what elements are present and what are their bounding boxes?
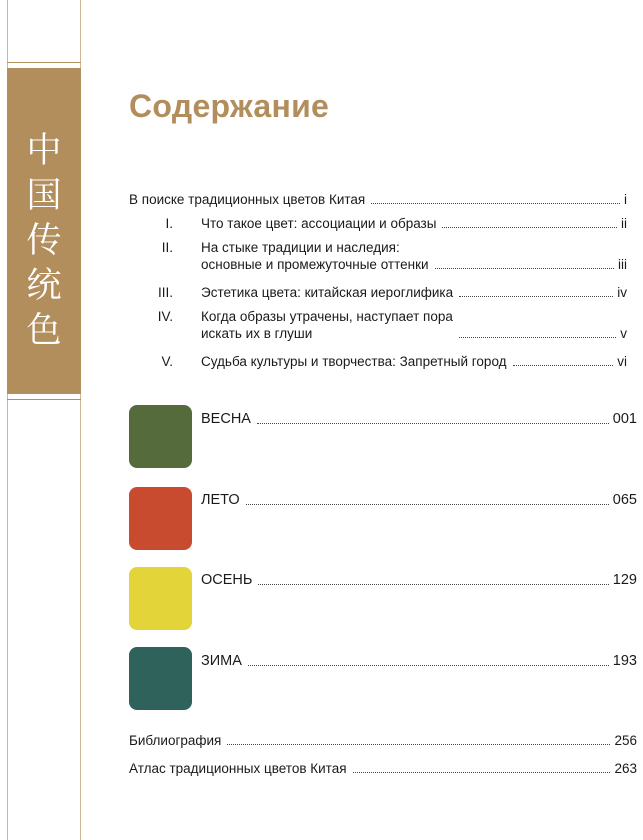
dot-leader <box>258 584 608 585</box>
dot-leader <box>371 203 620 204</box>
toc-page-number: 065 <box>612 492 637 508</box>
toc-page-number: iii <box>618 257 627 272</box>
side-title-chinese <box>7 130 81 352</box>
toc-entry-label: В поиске традиционных цветов Китая <box>129 192 366 207</box>
toc-entry-chapter-1[interactable] <box>165 215 627 232</box>
toc-entry-line: На стыке традиции и наследия: <box>201 240 400 255</box>
side-title-char: 统 <box>26 266 62 306</box>
toc-page-number: iv <box>617 285 627 300</box>
toc-page-number: v <box>620 326 627 341</box>
toc-entry-line: искать их в глуши <box>201 326 313 341</box>
toc-page-number: 001 <box>612 411 637 427</box>
toc-page-number: 256 <box>614 733 637 748</box>
toc-entry-chapter-3[interactable] <box>157 284 627 301</box>
dot-leader <box>248 665 609 666</box>
page-title: Содержание <box>129 88 330 124</box>
side-title-char: 国 <box>26 176 62 216</box>
side-title-char: 传 <box>26 221 62 261</box>
toc-entry-winter[interactable] <box>201 653 637 670</box>
toc-entry-summer[interactable] <box>201 492 637 509</box>
dot-leader <box>353 772 611 773</box>
chapter-number: IV. <box>157 309 173 324</box>
side-title-char: 中 <box>26 131 62 171</box>
chapter-number: III. <box>157 285 173 300</box>
chapter-number: I. <box>165 216 173 231</box>
toc-entry-label: ЛЕТО <box>201 492 240 508</box>
side-title-char: 色 <box>26 311 62 351</box>
toc-entry-label: ВЕСНА <box>201 411 251 427</box>
dot-leader <box>435 268 614 269</box>
dot-leader <box>257 423 609 424</box>
side-title-panel <box>7 68 81 394</box>
chapter-number: II. <box>161 240 173 255</box>
toc-entry-color-atlas[interactable] <box>129 760 637 777</box>
toc-page-number: 129 <box>612 572 637 588</box>
toc-entry-chapter-5[interactable] <box>161 353 627 370</box>
chapter-number: V. <box>161 354 173 369</box>
season-swatch-spring <box>129 405 192 468</box>
dot-leader <box>459 337 616 338</box>
season-swatch-winter <box>129 647 192 710</box>
toc-entry-label: ОСЕНЬ <box>201 572 253 588</box>
toc-entry-intro[interactable] <box>129 191 627 208</box>
dot-leader <box>442 227 617 228</box>
toc-entry-autumn[interactable] <box>201 572 637 589</box>
toc-entry-chapter-4[interactable] <box>157 308 627 342</box>
toc-entry-label <box>201 308 453 342</box>
toc-entry-label <box>201 239 429 273</box>
toc-entry-label: Судьба культуры и творчества: Запретный город <box>201 354 507 369</box>
season-swatch-autumn <box>129 567 192 630</box>
toc-entry-spring[interactable] <box>201 411 637 428</box>
dot-leader <box>513 365 614 366</box>
toc-entry-label: ЗИМА <box>201 653 242 669</box>
toc-entry-chapter-2[interactable] <box>161 239 627 273</box>
toc-page-number: vi <box>617 354 627 369</box>
toc-entry-line: Когда образы утрачены, наступает пора <box>201 309 453 324</box>
toc-entry-label: Что такое цвет: ассоциации и образы <box>201 216 437 231</box>
toc-entry-label: Атлас традиционных цветов Китая <box>129 761 347 776</box>
toc-page-number: 193 <box>612 653 637 669</box>
toc-entry-line: основные и промежуточные оттенки <box>201 257 429 272</box>
toc-entry-bibliography[interactable] <box>129 732 637 749</box>
toc-page-number: 263 <box>614 761 637 776</box>
dot-leader <box>227 744 610 745</box>
season-swatch-summer <box>129 487 192 550</box>
dot-leader <box>246 504 609 505</box>
toc-page-number: ii <box>621 216 627 231</box>
toc-entry-label: Библиография <box>129 733 222 748</box>
toc-page-number: i <box>624 192 627 207</box>
toc-entry-label: Эстетика цвета: китайская иероглифика <box>201 285 454 300</box>
dot-leader <box>459 296 613 297</box>
